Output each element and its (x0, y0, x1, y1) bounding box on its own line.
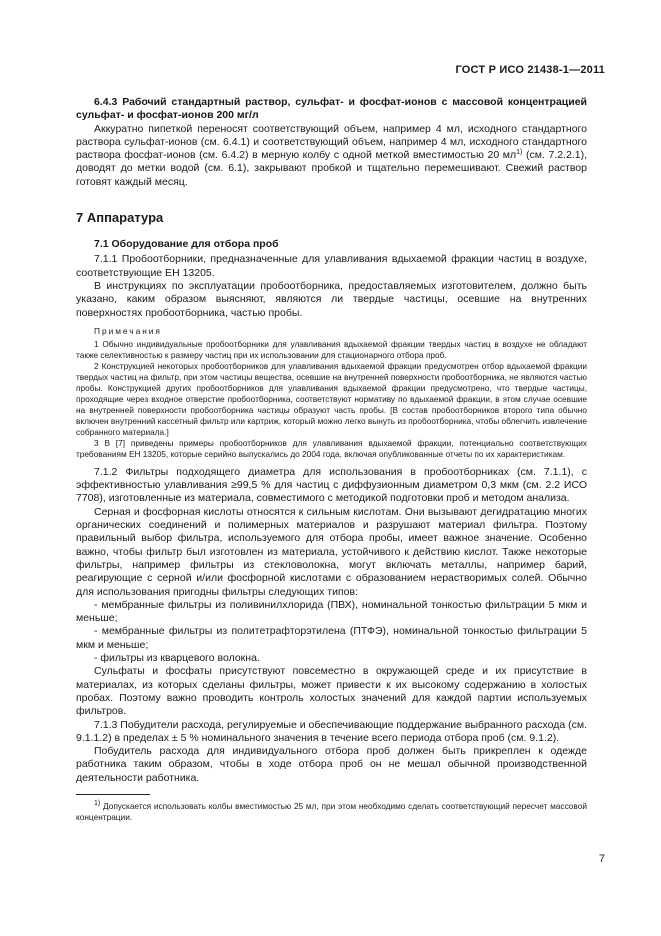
paragraph-7-1-3-b: Побудитель расхода для индивидуального отбора проб должен быть прикреплен к одежде работника таким образом, чтобы в ходе отбора проб он не мешал обычной производственной деятельности работника. (76, 745, 587, 784)
page-content (76, 88, 587, 823)
paragraph-7-1-3: 7.1.3 Побудители расхода, регулируемые и обеспечивающие поддержание выбранного расхода (см. 9.1.1.2) в пределах ± 5 % номинального значения в течение всего периода отбора проб (см. 9.1.2). (76, 718, 587, 744)
paragraph-6-4-3 (76, 123, 587, 189)
footnote-text: Допускается использовать колбы вместимостью 25 мл, при этом необходимо сделать соответствующий пересчет массовой концентрации. (76, 800, 587, 822)
paragraph-text: Аккуратно пипеткой переносят соответствующий объем, например 4 мл, исходного стандартного раствора сульфат-ионов (см. 6.4.1) и соответствующий объем, например 4 мл, исходного стандартного раствора фосфат-ионов (см. 6.4.2) в мерную колбу с одной меткой вместимостью 20 мл (76, 122, 587, 162)
paragraph-text: (см. 7.2.2.1), доводят до метки водой (см. 6.1), закрывают пробкой и тщательно перемешивают. Свежий раствор готовят каждый месяц. (76, 149, 587, 188)
paragraph-7-1-2-blanks: Сульфаты и фосфаты присутствуют повсеместно в окружающей среде и их присутствие в материалах, из которых сделаны фильтры, может привести к их высокому содержанию в холостых пробах. Поэтому важно проводить контроль холостых значений для каждой партии используемых фильтров. (76, 665, 587, 718)
subsection-title-6-4-3: 6.4.3 Рабочий стандартный раствор, сульфат- и фосфат-ионов с массовой концентрацией сульфат- и фосфат-ионов 200 мг/л (76, 96, 587, 122)
note-1: 1 Обычно индивидуальные пробоотборники для улавливания вдыхаемой фракции твердых частиц в воздухе не обладают также селективностью к размеру частиц при их использовании для стационарного отбора проб. (76, 338, 587, 360)
section-title-7: 7 Аппаратура (76, 210, 164, 226)
paragraph-7-1-2-acids: Серная и фосфорная кислоты относятся к сильным кислотам. Они вызывают дегидратацию многих органических соединений и полимерных материалов и разрушают материал фильтра. Поэтому правильный выбор фильтра, используемого для отбора пробы, имеет важное значение. Особенно важно, чтобы фильтр был изготовлен из материала, устойчивого к действию кислот. Также некоторые фильтры, например фильтры из стекловолокна, могут включать металлы, например барий, реагирующие с серной и/или фосфорной кислотами с образованием нерастворимых солей. Обычно для использования пригодны фильтры следующих типов: (76, 505, 587, 598)
note-2: 2 Конструкцией некоторых пробоотборников для улавливания вдыхаемой фракции предусмотрен отбор вдыхаемой фракции твердых частиц на фильтр, при этом частицы вещества, осевшие на внутренней поверхности пробоотборника, не являются частью пробы. Конструкцией других пробоотборников для улавливания вдыхаемой фракции предусмотрено, что твердые частицы, проходящие через входное отверстие пробоотборника, соответствуют нормативу по вдыхаемой фракции, в этом случае осевшие на внутренней поверхности пробоотборника частицы образуют часть пробы. [В состав пробоотборников второго типа обычно включен внутренний кассетный фильтр или картриж, который можно легко вынуть из пробоотборника, чтобы облегчить извлечение собранного материала.] (76, 360, 587, 437)
note-3: 3 В [7] приведены примеры пробоотборников для улавливания вдыхаемой фракции, потенциально соответствующих требованиям ЕН 13205, которые серийно выпускались до 2004 года, включая опубликованные отчеты по их характеристикам. (76, 437, 587, 459)
paragraph-7-1-1-b: В инструкциях по эксплуатации пробоотборника, предоставляемых изготовителем, должно быть указано, каким образом выясняют, являются ли твердые частицы, осевшие на внутренних поверхностях пробоотборника, частью пробы. (76, 279, 587, 319)
document-header: ГОСТ Р ИСО 21438-1—2011 (455, 64, 605, 76)
paragraph-7-1-2: 7.1.2 Фильтры подходящего диаметра для использования в пробоотборниках (см. 7.1.1), с эффективностью улавливания ≥99,5 % для частиц с диффузионным диаметром 0,3 мкм (см. 2.2 ИСО 7708), изготовленные из материала, совместимого с методикой подготовки проб и методом анализа. (76, 465, 587, 505)
subsection-title-7-1: 7.1 Оборудование для отбора проб (94, 238, 279, 251)
footnote (76, 801, 587, 823)
list-item: - мембранные фильтры из поливинилхлорида (ПВХ), номинальной тонкостью фильтрации 5 мкм и меньше; (76, 598, 587, 625)
paragraph-7-1-1: 7.1.1 Пробоотборники, предназначенные для улавливания вдыхаемой фракции частиц в воздухе, соответствующие ЕН 13205. (76, 253, 587, 279)
notes-title: Примечания (94, 325, 162, 336)
footnote-mark: 1) (94, 799, 101, 807)
list-item: - фильтры из кварцевого волокна. (94, 652, 260, 665)
footnote-divider (76, 794, 150, 795)
list-item: - мембранные фильтры из политетрафторэтилена (ПТФЭ), номинальной тонкостью фильтрации 5 мкм и меньше; (76, 625, 587, 651)
notes-block (76, 326, 587, 460)
page-number: 7 (598, 853, 605, 865)
footnote-ref: 1) (516, 149, 523, 157)
